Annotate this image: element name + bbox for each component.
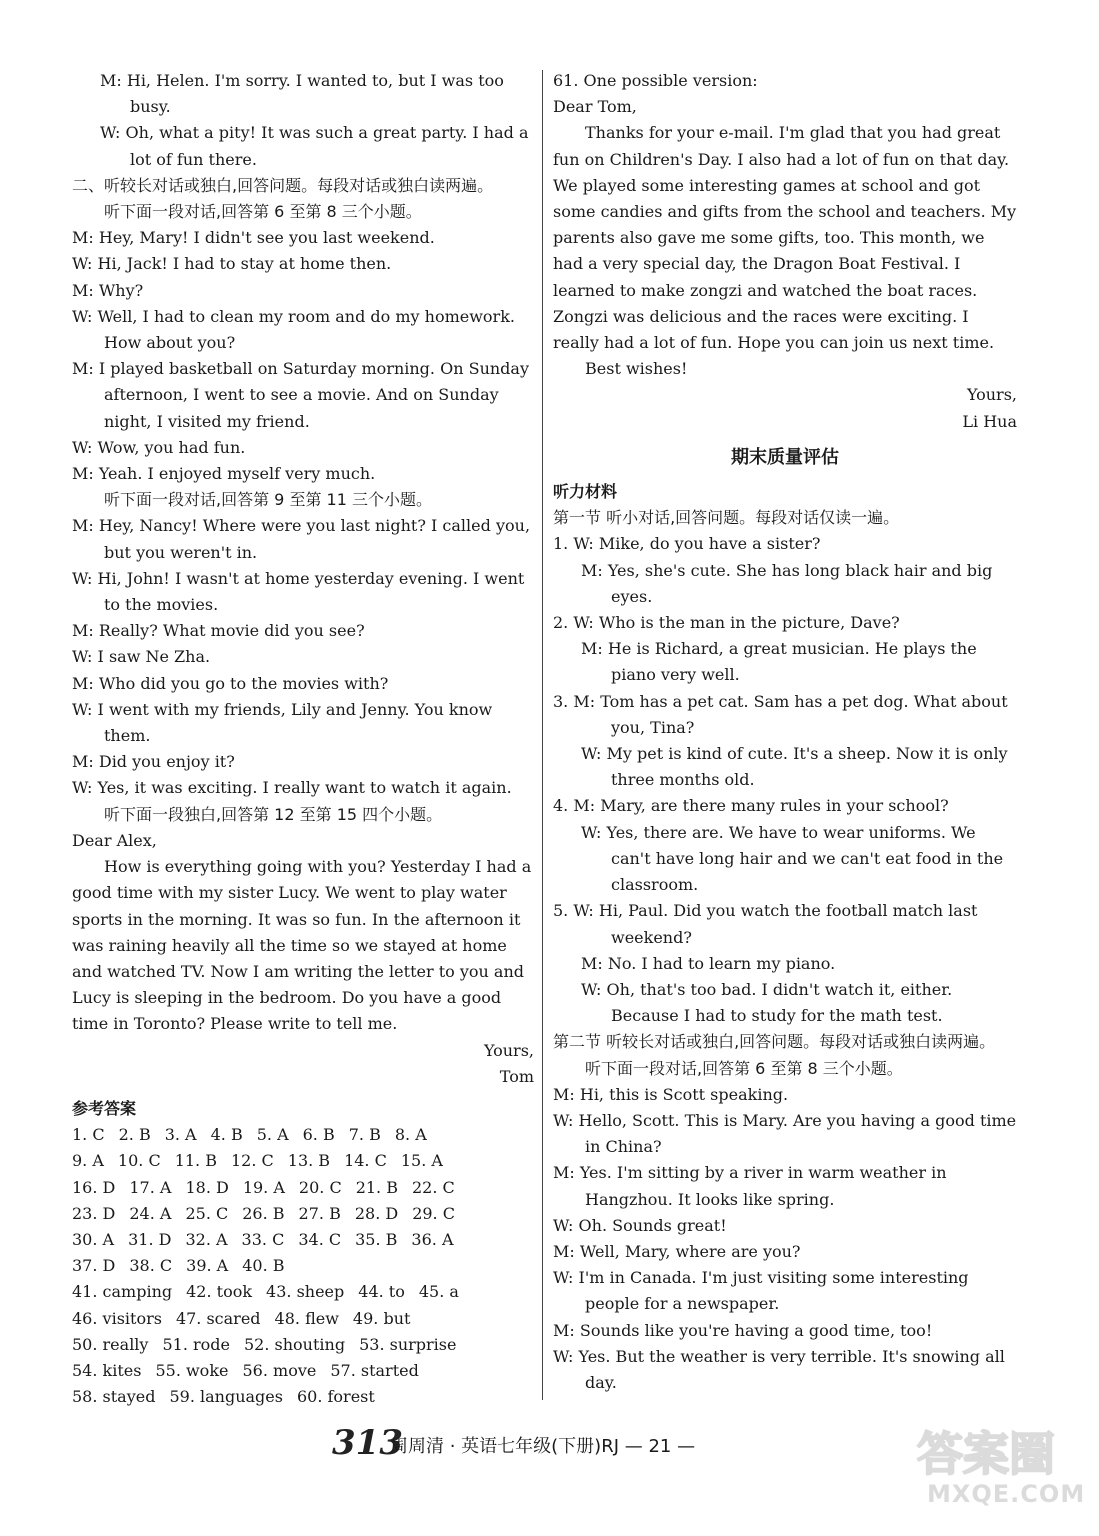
answer-item: 39. A bbox=[186, 1256, 229, 1276]
answer-item: 31. D bbox=[128, 1229, 172, 1249]
text-line: 1. W: Mike, do you have a sister? bbox=[553, 534, 821, 554]
answer-item: 8. A bbox=[394, 1125, 427, 1145]
answer-item: 20. C bbox=[298, 1177, 342, 1197]
answer-item: 52. shouting bbox=[244, 1334, 346, 1354]
answer-item: 60. forest bbox=[296, 1387, 375, 1407]
text-line: W: Oh, that's too bad. I didn't watch it, either. Because I had to study for the math test. bbox=[581, 979, 953, 1026]
answer-item: 5. A bbox=[256, 1125, 289, 1145]
text-line: 3. M: Tom has a pet cat. Sam has a pet dog. What about you, Tina? bbox=[553, 691, 1008, 737]
text-line: M: Hi, Helen. I'm sorry. I wanted to, but I was too busy. bbox=[100, 71, 504, 117]
column-divider bbox=[542, 70, 543, 1400]
answer-item: 36. A bbox=[411, 1229, 454, 1249]
answer-item: 12. C bbox=[230, 1151, 274, 1171]
answer-item: 30. A bbox=[72, 1229, 115, 1249]
text-line: W: Oh. Sounds great! bbox=[553, 1215, 727, 1235]
answer-item: 37. D bbox=[72, 1256, 116, 1276]
answer-item: 28. D bbox=[354, 1203, 399, 1223]
answer-row bbox=[72, 1122, 534, 1148]
text-line: 听下面一段对话,回答第 9 至第 11 三个小题。 bbox=[104, 490, 432, 510]
answer-item: 35. B bbox=[355, 1229, 398, 1249]
text-line: Dear Alex, bbox=[72, 830, 157, 850]
answer-row bbox=[72, 1279, 534, 1305]
answer-item: 1. C bbox=[72, 1125, 105, 1145]
answer-item: 59. languages bbox=[169, 1387, 283, 1407]
left-dialogue bbox=[72, 68, 534, 1090]
text-line: M: Hey, Nancy! Where were you last night? I called you, but you weren't in. bbox=[72, 516, 531, 562]
watermark bbox=[909, 1418, 1086, 1518]
answer-key bbox=[72, 1122, 534, 1410]
answer-item: 44. to bbox=[358, 1282, 405, 1302]
answer-item: 47. scared bbox=[175, 1308, 261, 1328]
answer-item: 15. A bbox=[400, 1151, 443, 1171]
answer-row bbox=[72, 1148, 534, 1174]
text-line: 听下面一段对话,回答第 6 至第 8 三个小题。 bbox=[585, 1058, 903, 1078]
answer-row bbox=[72, 1253, 534, 1279]
answer-item: 25. C bbox=[185, 1203, 229, 1223]
answers-title: 参考答案 bbox=[72, 1098, 137, 1118]
text-line: W: Hi, Jack! I had to stay at home then. bbox=[72, 254, 392, 274]
text-line: 二、听较长对话或独白,回答问题。每段对话或独白读两遍。 bbox=[72, 175, 494, 195]
answer-item: 55. woke bbox=[155, 1360, 229, 1380]
answer-item: 38. C bbox=[129, 1256, 173, 1276]
section-title: 期末质量评估 bbox=[731, 446, 839, 468]
answer-item: 13. B bbox=[287, 1151, 331, 1171]
answer-item: 21. B bbox=[355, 1177, 398, 1197]
answer-item: 56. move bbox=[242, 1360, 317, 1380]
text-line: W: Well, I had to clean my room and do my homework. How about you? bbox=[72, 306, 515, 353]
answer-item: 34. C bbox=[298, 1229, 342, 1249]
page-footer bbox=[330, 1418, 770, 1464]
answer-row bbox=[72, 1384, 534, 1410]
answer-item: 4. B bbox=[210, 1125, 243, 1145]
text-line: M: No. I had to learn my piano. bbox=[581, 953, 836, 973]
sample-essay bbox=[553, 68, 1017, 435]
text-line: 听下面一段独白,回答第 12 至第 15 四个小题。 bbox=[104, 804, 443, 824]
answer-row bbox=[72, 1175, 534, 1201]
text-line: 第一节 听小对话,回答问题。每段对话仅读一遍。 bbox=[553, 508, 900, 528]
text-line: M: Why? bbox=[72, 280, 144, 300]
answer-item: 10. C bbox=[117, 1151, 161, 1171]
answer-item: 48. flew bbox=[274, 1308, 339, 1328]
answer-item: 33. C bbox=[241, 1229, 285, 1249]
answer-item: 46. visitors bbox=[72, 1308, 162, 1328]
essay-line: Thanks for your e-mail. I'm glad that you had great fun on Children's Day. I also had a lot of fun on that day. We played some interesting games at school and got some candies and gifts from the school and teachers. My parents also gave me some gifts, too. This month, we had a very special day, the Dragon Boat Festival. I learned to make zongzi and watched the boat races. Zongzi was delicious and the races were exciting. I really had a lot of fun. Hope you can join us next time. bbox=[553, 123, 1017, 353]
text-line: W: My pet is kind of cute. It's a sheep. Now it is only three months old. bbox=[581, 744, 1008, 790]
text-line: M: Who did you go to the movies with? bbox=[72, 673, 389, 693]
text-line: M: I played basketball on Saturday morning. On Sunday afternoon, I went to see a movie. And on Sunday night, I visited my friend. bbox=[72, 359, 529, 431]
answer-item: 54. kites bbox=[72, 1360, 142, 1380]
answer-item: 58. stayed bbox=[72, 1387, 156, 1407]
answer-item: 7. B bbox=[348, 1125, 381, 1145]
answer-item: 49. but bbox=[352, 1308, 411, 1328]
listening-materials-title: 听力材料 bbox=[553, 482, 618, 502]
answer-item: 51. rode bbox=[162, 1334, 230, 1354]
watermark-url: MXQE.COM bbox=[927, 1480, 1086, 1508]
answer-row bbox=[72, 1358, 534, 1384]
text-line: W: I'm in Canada. I'm just visiting some interesting people for a newspaper. bbox=[553, 1268, 969, 1314]
text-line: W: Oh, what a pity! It was such a great party. I had a lot of fun there. bbox=[100, 123, 529, 169]
answer-item: 29. C bbox=[412, 1203, 455, 1223]
answer-item: 57. started bbox=[330, 1360, 419, 1380]
text-line: W: Yes. But the weather is very terrible. It's snowing all day. bbox=[553, 1346, 1005, 1392]
text-line: W: Yes, there are. We have to wear uniforms. We can't have long hair and we can't eat food in the classroom. bbox=[581, 822, 1004, 895]
text-line: W: I saw Ne Zha. bbox=[72, 647, 211, 667]
text-line: 第二节 听较长对话或独白,回答问题。每段对话或独白读两遍。 bbox=[553, 1032, 996, 1052]
svg-text:答案圈: 答案圈 bbox=[917, 1427, 1055, 1481]
answer-item: 23. D bbox=[72, 1203, 116, 1223]
answer-item: 11. B bbox=[174, 1151, 217, 1171]
brand-logo bbox=[330, 1418, 403, 1463]
answer-item: 18. D bbox=[185, 1177, 229, 1197]
answer-row bbox=[72, 1227, 534, 1253]
text-line: M: Did you enjoy it? bbox=[72, 752, 235, 772]
answer-row bbox=[72, 1201, 534, 1227]
answer-item: 3. A bbox=[164, 1125, 197, 1145]
text-line: Yours, bbox=[483, 1040, 534, 1060]
essay-line: Dear Tom, bbox=[553, 97, 637, 117]
text-line: Tom bbox=[499, 1066, 534, 1086]
text-line: M: Sounds like you're having a good time, too! bbox=[553, 1320, 933, 1340]
answer-item: 40. B bbox=[242, 1256, 285, 1276]
text-line: 听下面一段对话,回答第 6 至第 8 三个小题。 bbox=[104, 202, 422, 222]
text-line: M: He is Richard, a great musician. He plays the piano very well. bbox=[581, 639, 977, 685]
text-line: W: Yes, it was exciting. I really want to watch it again. bbox=[72, 778, 512, 798]
answer-item: 50. really bbox=[72, 1334, 149, 1354]
left-column bbox=[72, 68, 534, 1410]
answer-item: 42. took bbox=[186, 1282, 253, 1302]
text-line: W: Hi, John! I wasn't at home yesterday evening. I went to the movies. bbox=[72, 568, 525, 615]
essay-line: Yours, bbox=[966, 385, 1017, 405]
text-line: M: Well, Mary, where are you? bbox=[553, 1241, 801, 1261]
answer-item: 16. D bbox=[72, 1177, 116, 1197]
answer-item: 22. C bbox=[411, 1177, 455, 1197]
answer-item: 32. A bbox=[185, 1229, 228, 1249]
answer-item: 43. sheep bbox=[266, 1282, 345, 1302]
svg-text:313: 313 bbox=[332, 1423, 403, 1463]
answer-item: 14. C bbox=[344, 1151, 387, 1171]
text-line: M: Yeah. I enjoyed myself very much. bbox=[72, 464, 376, 484]
text-line: 2. W: Who is the man in the picture, Dave? bbox=[553, 613, 900, 633]
answer-item: 24. A bbox=[129, 1203, 172, 1223]
answer-item: 2. B bbox=[118, 1125, 151, 1145]
essay-line: 61. One possible version: bbox=[553, 71, 758, 90]
answer-item: 9. A bbox=[72, 1151, 104, 1171]
text-line: M: Hey, Mary! I didn't see you last weekend. bbox=[72, 228, 435, 248]
answer-row bbox=[72, 1332, 534, 1358]
answer-item: 6. B bbox=[302, 1125, 335, 1145]
essay-line: Li Hua bbox=[962, 411, 1017, 431]
text-line: W: Wow, you had fun. bbox=[72, 437, 246, 457]
watermark-logo bbox=[909, 1418, 1079, 1482]
text-line: W: I went with my friends, Lily and Jenny. You know them. bbox=[72, 699, 493, 746]
answer-item: 53. surprise bbox=[359, 1334, 457, 1354]
answer-item: 19. A bbox=[242, 1177, 285, 1197]
text-line: How is everything going with you? Yesterday I had a good time with my sister Lucy. We went to play water sports in the morning. It was so fun. In the afternoon it was raining heavily all the time so we stayed at home and watched TV. Now I am writing the letter to you and Lucy is sleeping in the bedroom. Do you have a good time in Toronto? Please write to tell me. bbox=[72, 857, 532, 1034]
text-line: M: Hi, this is Scott speaking. bbox=[553, 1084, 789, 1104]
answer-item: 41. camping bbox=[72, 1282, 173, 1302]
answer-row bbox=[72, 1306, 534, 1332]
essay-line: Best wishes! bbox=[585, 359, 688, 379]
right-column bbox=[553, 68, 1017, 1396]
text-line: W: Hello, Scott. This is Mary. Are you having a good time in China? bbox=[553, 1110, 1017, 1157]
text-line: 5. W: Hi, Paul. Did you watch the football match last weekend? bbox=[553, 901, 978, 947]
listening-materials bbox=[553, 505, 1017, 1396]
text-line: M: Yes, she's cute. She has long black hair and big eyes. bbox=[581, 560, 993, 606]
footer-text: 周周清 · 英语七年级(下册)RJ — 21 — bbox=[390, 1436, 696, 1457]
answer-item: 45. a bbox=[418, 1282, 459, 1302]
answer-item: 27. B bbox=[298, 1203, 341, 1223]
text-line: 4. M: Mary, are there many rules in your school? bbox=[553, 796, 949, 816]
text-line: M: Yes. I'm sitting by a river in warm weather in Hangzhou. It looks like spring. bbox=[553, 1163, 947, 1209]
answer-item: 17. A bbox=[129, 1177, 172, 1197]
answer-item: 26. B bbox=[242, 1203, 285, 1223]
text-line: M: Really? What movie did you see? bbox=[72, 621, 365, 641]
